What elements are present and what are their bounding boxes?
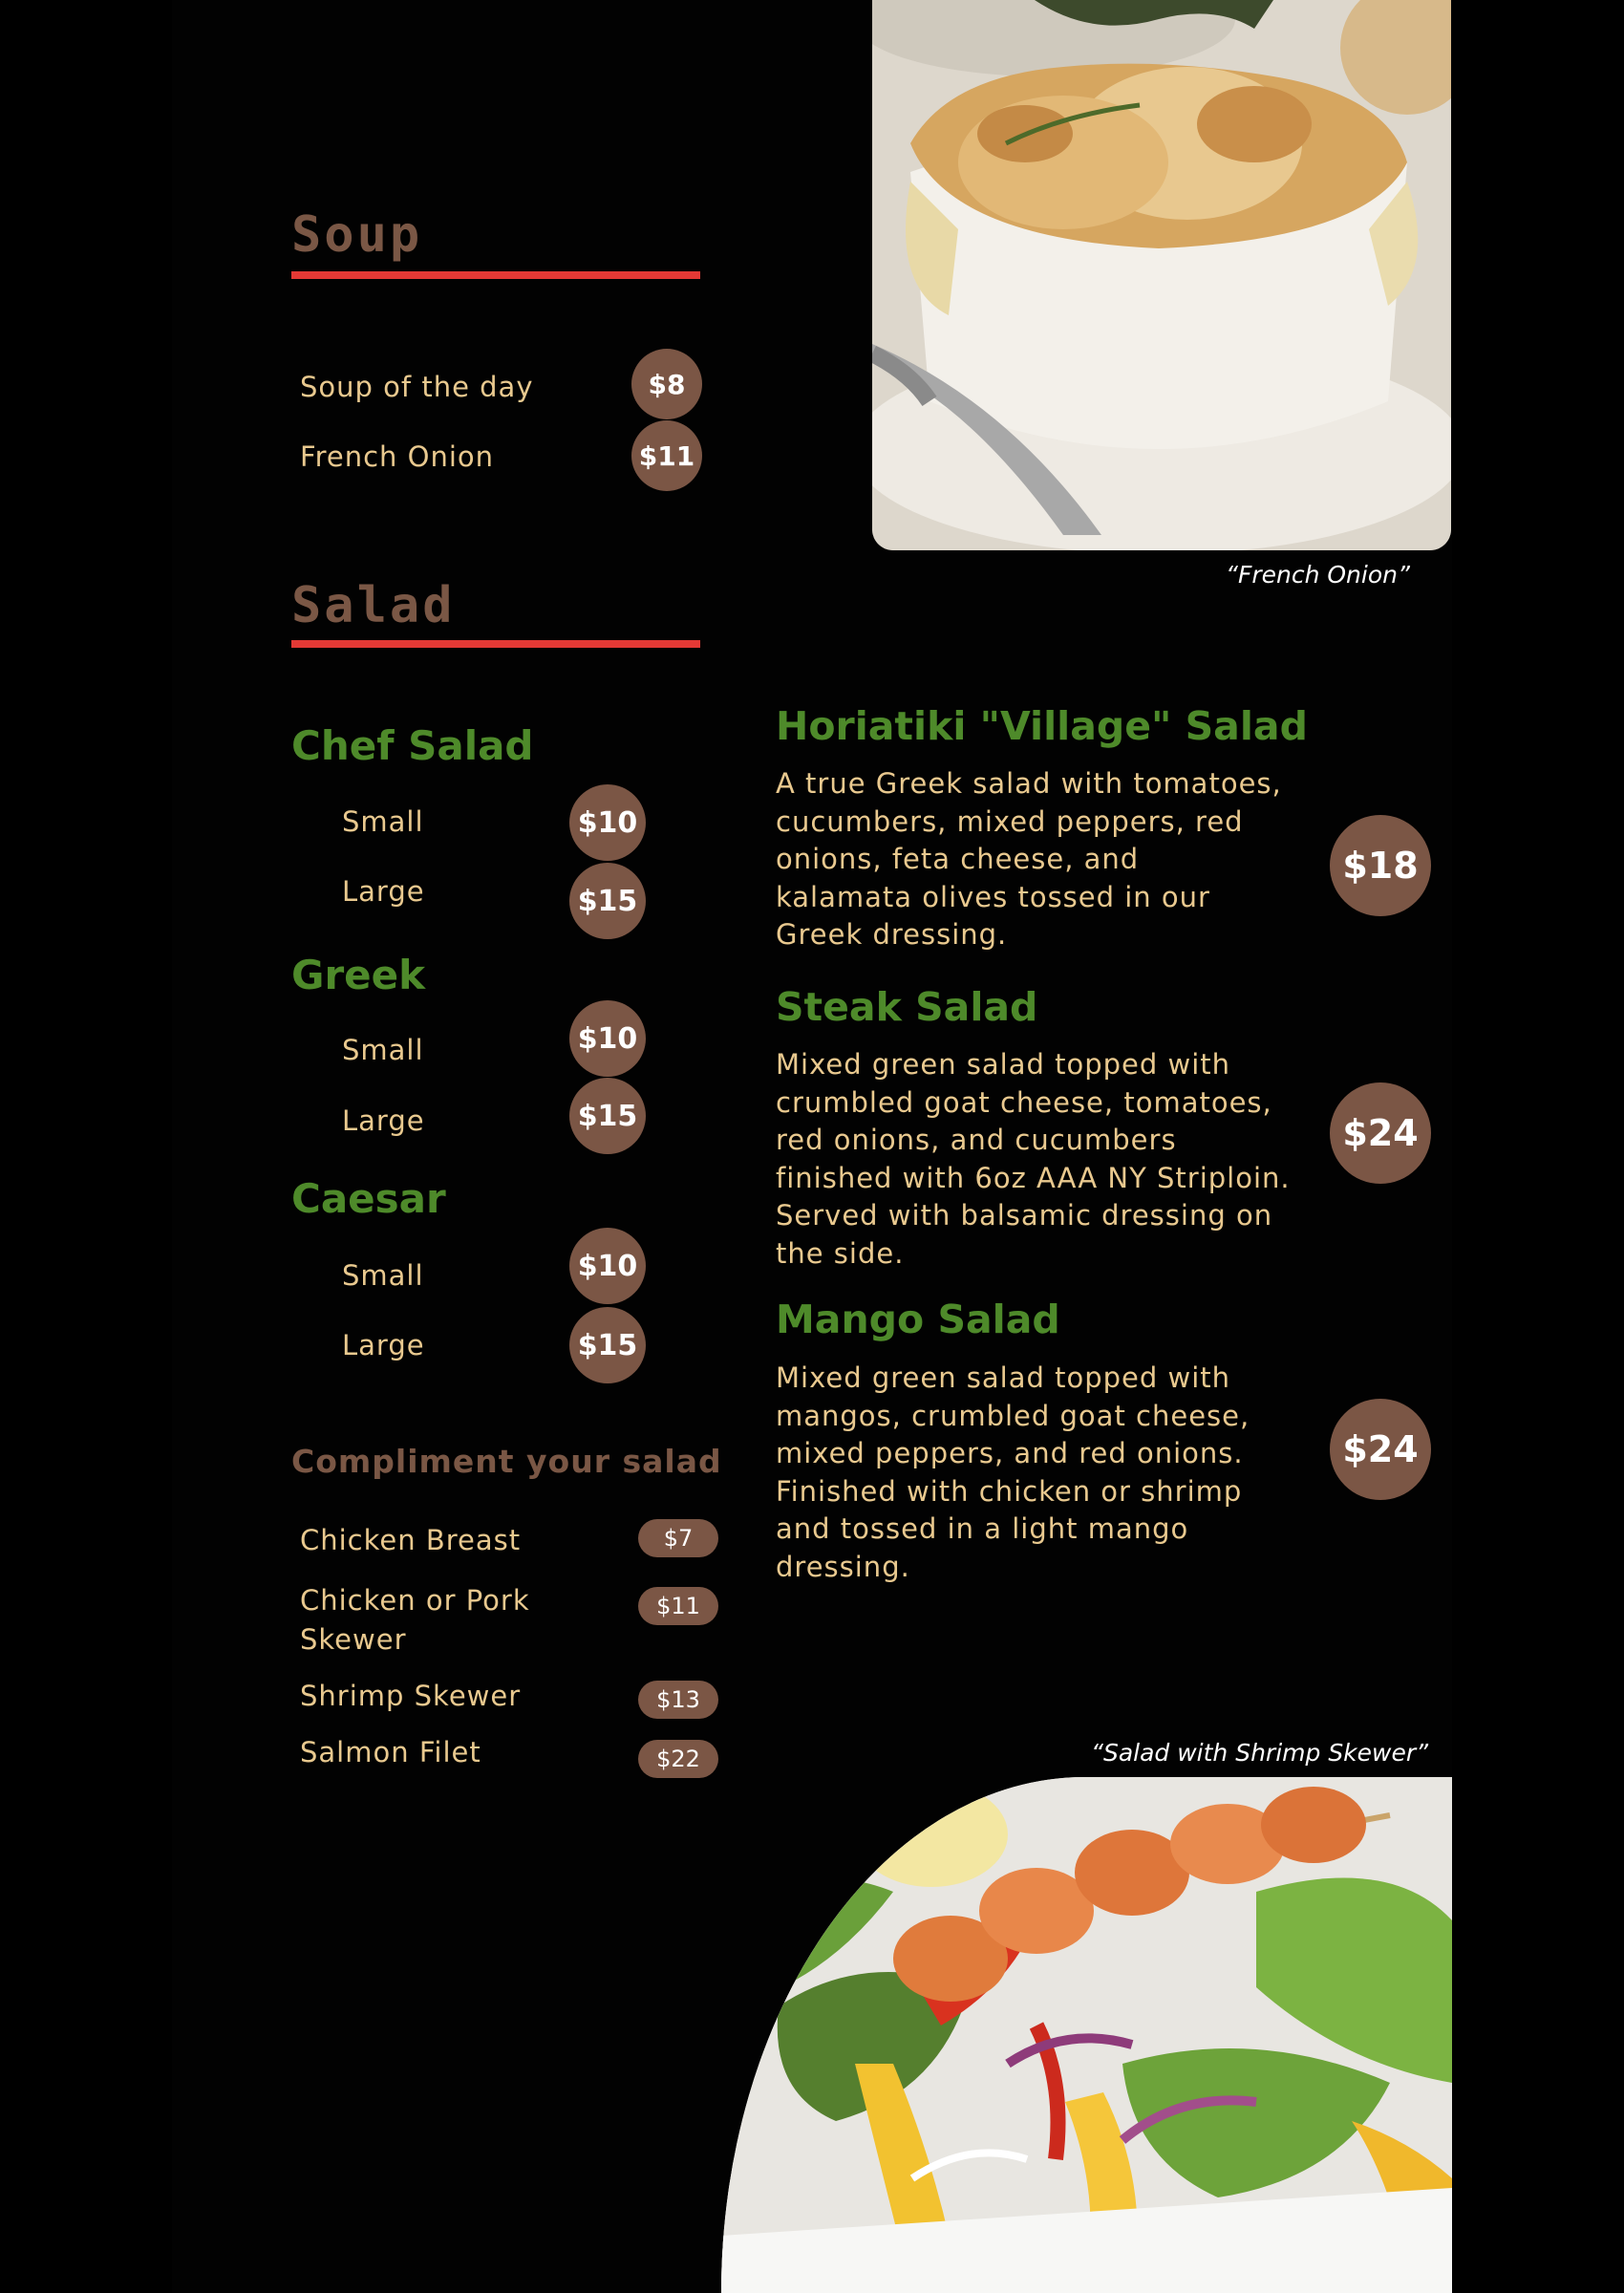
soup-photo-caption: “French Onion” [1226, 561, 1410, 589]
salad-size-label: Large [342, 1104, 425, 1137]
featured-salad-name: Steak Salad [776, 984, 1038, 1030]
soup-item-price: $11 [631, 420, 702, 491]
salad-group-name: Caesar [291, 1175, 446, 1222]
featured-salad-price: $24 [1330, 1082, 1431, 1184]
salad-size-label: Small [342, 805, 424, 838]
soup-item-price: $8 [631, 349, 702, 419]
salad-photo-caption: “Salad with Shrimp Skewer” [1091, 1739, 1429, 1767]
salad-size-price: $10 [569, 784, 646, 861]
salad-group-name: Chef Salad [291, 722, 534, 769]
addon-item-name: Shrimp Skewer [300, 1680, 522, 1712]
addon-item-price: $7 [638, 1519, 718, 1557]
addon-item-price: $13 [638, 1681, 718, 1719]
featured-salad-price: $18 [1330, 815, 1431, 916]
salad-size-price: $10 [569, 1228, 646, 1304]
addon-item-name: Chicken Breast [300, 1524, 522, 1556]
addon-item-name: Salmon Filet [300, 1736, 481, 1768]
salad-size-label: Small [342, 1034, 424, 1066]
featured-salad-description: Mixed green salad topped with crumbled goat cheese, tomatoes, red onions, and cucumbers finished with 6oz AAA NY Striploin. Served with balsamic dressing on the side. [776, 1048, 1291, 1270]
soup-item-name: Soup of the day [300, 371, 534, 403]
featured-salad-name: Horiatiki "Village" Salad [776, 703, 1308, 749]
featured-salad-description: Mixed green salad topped with mangos, crumbled goat cheese, mixed peppers, and red onions. Finished with chicken or shrimp and tossed in a light mango dressing. [776, 1361, 1250, 1583]
salad-size-label: Small [342, 1259, 424, 1292]
salad-section-title: Salad [291, 577, 456, 634]
addon-item-price: $22 [638, 1740, 718, 1778]
soup-title-underline [291, 271, 700, 279]
salad-size-label: Large [342, 875, 425, 908]
salad-group-name: Greek [291, 952, 426, 998]
salad-size-price: $15 [569, 1078, 646, 1154]
soup-section-title: Soup [291, 206, 423, 264]
addon-item-name: Chicken or Pork Skewer [300, 1584, 530, 1656]
salad-size-price: $15 [569, 863, 646, 939]
salad-size-price: $15 [569, 1307, 646, 1383]
salad-size-price: $10 [569, 1000, 646, 1077]
salad-title-underline [291, 640, 700, 648]
addon-item-price: $11 [638, 1587, 718, 1625]
addons-heading: Compliment your salad [291, 1443, 722, 1480]
featured-salad-description: A true Greek salad with tomatoes, cucumbers, mixed peppers, red onions, feta cheese, and kalamata olives tossed in our Greek dressing. [776, 767, 1282, 951]
salad-size-label: Large [342, 1329, 425, 1361]
french-onion-soup-photo [872, 0, 1451, 550]
featured-salad-price: $24 [1330, 1399, 1431, 1500]
soup-item-name: French Onion [300, 440, 495, 473]
featured-salad-name: Mango Salad [776, 1297, 1060, 1342]
